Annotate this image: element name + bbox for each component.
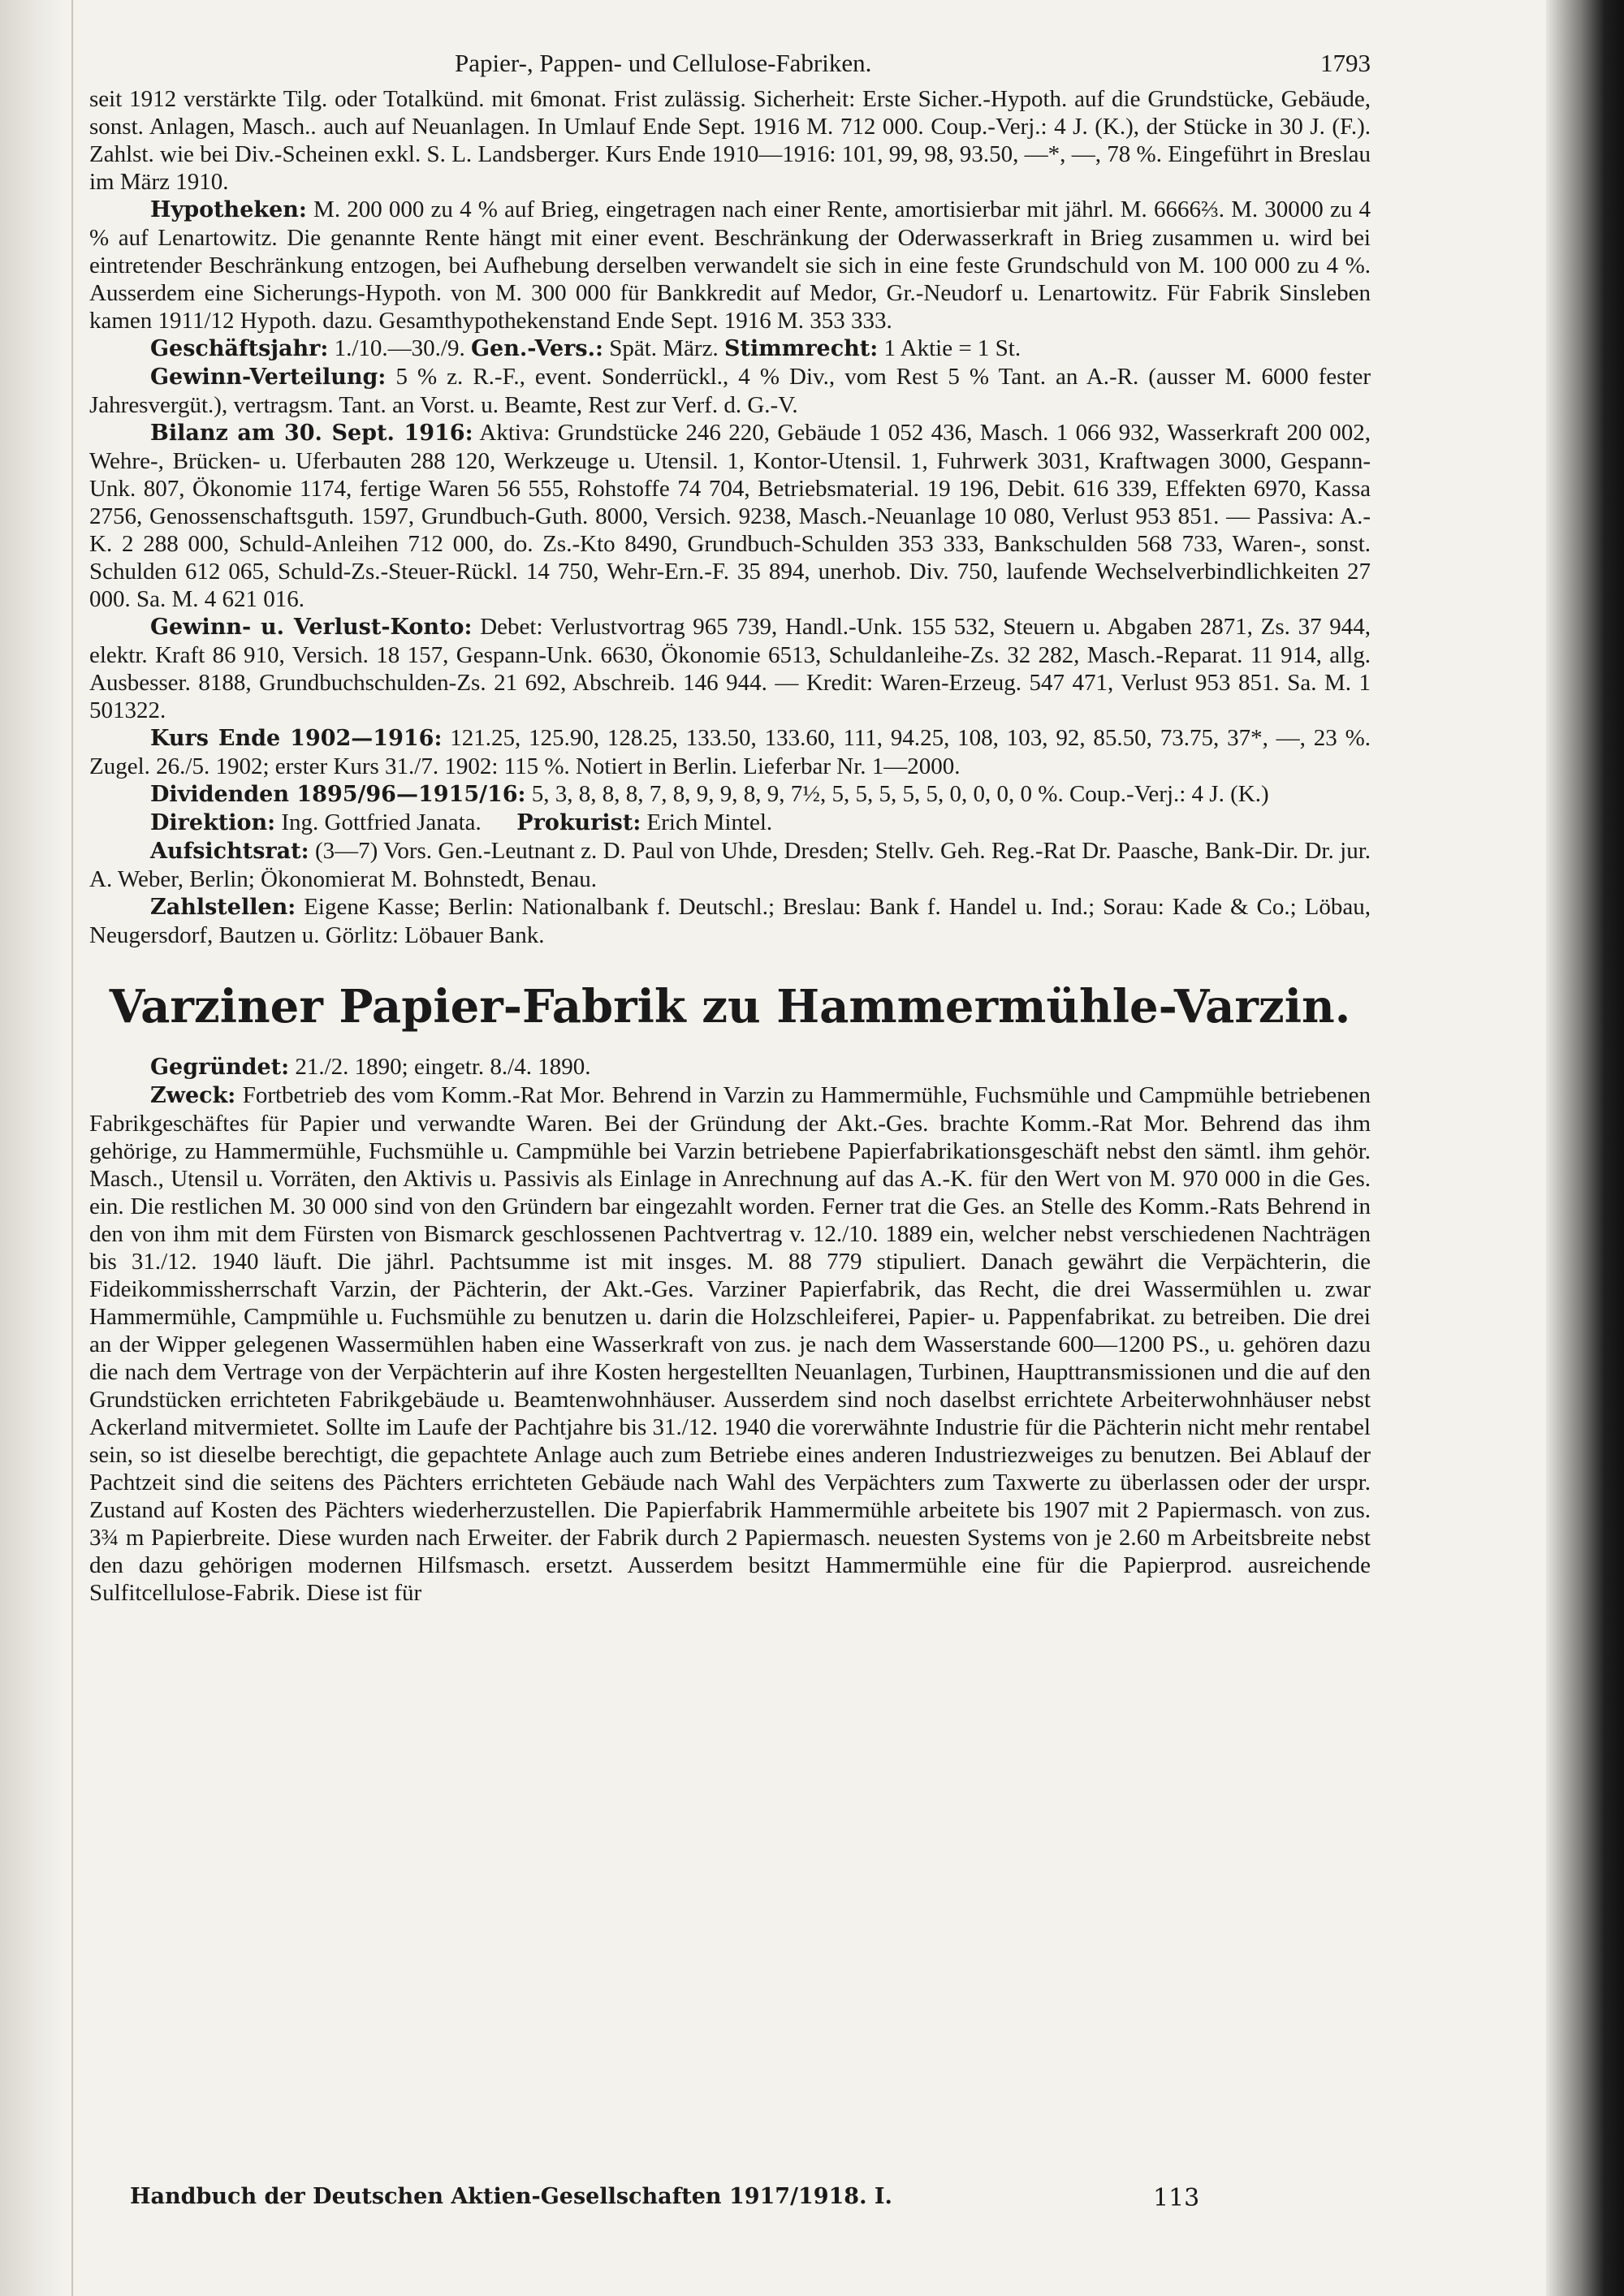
- label-aufsichtsrat: Aufsichtsrat:: [150, 839, 309, 864]
- label-bilanz: Bilanz am 30. Sept. 1916:: [150, 421, 473, 446]
- section-zahlstellen: [89, 893, 1371, 949]
- text-bilanz: Aktiva: Grundstücke 246 220, Gebäude 1 052 436, Masch. 1 066 932, Wasserkraft 200 002, Wehre-, Brücken- u. Uferbauten 288 120, Werkzeuge u. Utensil. 1, Kontor-Utensil. 1, Fuhrwerk 3031, Kraftwagen 3000, Gespann-Unk. 807, Ökonomie 1174, fertige Waren 56 555, Rohstoffe 74 704, Betriebsmaterial. 19 196, Debit. 616 339, Effekten 6970, Kassa 2756, Genossenschaftsguth. 1597, Grundbuch-Guth. 8000, Versich. 9238, Masch.-Neuanlage 10 080, Verlust 953 851. — Passiva: A.-K. 2 288 000, Schuld-Anleihen 712 000, do. Zs.-Kto 8490, Grundbuch-Schulden 353 333, Bankschulden 568 733, Waren-, sonst. Schulden 612 065, Schuld-Zs.-Steuer-Rückl. 14 750, Wehr-Ern.-F. 35 894, unerhob. Div. 750, laufende Wechselverbindlichkeiten 27 000. Sa. M. 4 621 016.: [89, 420, 1371, 612]
- section-kurs: [89, 724, 1371, 780]
- prev-company-intro: seit 1912 verstärkte Tilg. oder Totalkünd. mit 6monat. Frist zulässig. Sicherheit: Erste Sicher.-Hypoth. auf die Grundstücke, Gebäude, sonst. Anlagen, Masch.. auch auf Neuanlagen. In Umlauf Ende Sept. 1916 M. 712 000. Coup.-Verj.: 4 J. (K.), der Stücke in 30 J. (F.). Zahlst. wie bei Div.-Scheinen exkl. S. L. Landsberger. Kurs Ende 1910—1916: 101, 99, 98, 93.50, —*, —, 78 %. Eingeführt in Breslau im März 1910.: [89, 86, 1371, 195]
- label-hypotheken: Hypotheken:: [150, 197, 307, 222]
- label-geschaeftsjahr: Geschäftsjahr:: [150, 336, 329, 361]
- section-geschaeftsjahr: [89, 334, 1371, 363]
- text-gegruendet: 21./2. 1890; eingetr. 8./4. 1890.: [295, 1054, 591, 1080]
- running-head: [89, 45, 1371, 85]
- label-prokurist: Prokurist:: [516, 810, 641, 835]
- text-hypotheken: M. 200 000 zu 4 % auf Brieg, eingetragen nach einer Rente, amortisierbar mit jährl. M. 6666⅔. M. 30000 zu 4 % auf Lenartowitz. Die genannte Rente hängt mit einer event. Beschränkung der Oderwasserkraft in Brieg zusammen u. wird bei eintretender Beschränkung entzogen, bei Aufhebung derselben verwandelt sie sich in eine feste Grundschuld von M. 100 000 zu 4 %. Ausserdem eine Sicherungs-Hypoth. von M. 300 000 für Bankkredit auf Medor, Gr.-Neudorf u. Lenartowitz. Für Fabrik Sinsleben kamen 1911/12 Hypoth. dazu. Gesamthypothekenstand Ende Sept. 1916 M. 353 333.: [89, 196, 1371, 334]
- page-left-edge: [0, 0, 65, 2296]
- section-gv-konto: [89, 613, 1371, 724]
- label-gv-konto: Gewinn- u. Verlust-Konto:: [150, 615, 473, 640]
- section-dividenden: [89, 780, 1371, 809]
- label-direktion: Direktion:: [150, 810, 276, 835]
- page-content: [89, 45, 1371, 1607]
- label-stimmrecht: Stimmrecht:: [723, 336, 879, 361]
- label-gegruendet: Gegründet:: [150, 1055, 290, 1080]
- company-title: Varziner Papier-Fabrik zu Hammermühle-Varzin.: [109, 980, 1351, 1034]
- text-dividenden: 5, 3, 8, 8, 8, 7, 8, 9, 9, 8, 9, 7½, 5, 5, 5, 5, 5, 0, 0, 0, 0 %. Coup.-Verj.: 4 J. (K.): [531, 781, 1269, 807]
- text-stimmrecht: 1 Aktie = 1 St.: [883, 335, 1021, 361]
- text-gewinn-verteilung: 5 % z. R.-F., event. Sonderrückl., 4 % Div., vom Rest 5 % Tant. an A.-R. (ausser M. 6000 fester Jahresvergüt.), vertragsm. Tant. an Vorst. u. Beamte, Rest zur Verf. d. G.-V.: [89, 364, 1371, 418]
- section-hypotheken: [89, 196, 1371, 334]
- gutter-line: [71, 0, 73, 2296]
- text-zweck: Fortbetrieb des vom Komm.-Rat Mor. Behrend in Varzin zu Hammermühle, Fuchsmühle und Campmühle betriebenen Fabrikgeschäftes für Papier und verwandte Waren. Bei der Gründung der Akt.-Ges. brachte Komm.-Rat Mor. Behrend das ihm gehörige, zu Hammermühle, Fuchsmühle u. Campmühle bei Varzin betriebene Papierfabrikationsgeschäft nebst den sämtl. ihm gehör. Masch., Utensil u. Vorräten, den Aktivis u. Passivis als Einlage in Anrechnung auf das A.-K. für den Wert von M. 970 000 in die Ges. ein. Die restlichen M. 30 000 sind von den Gründern bar eingezahlt worden. Ferner trat die Ges. an Stelle des Komm.-Rats Behrend in den von ihm mit dem Fürsten von Bismarck geschlossenen Pachtvertrag v. 12./10. 1889 ein, welcher nebst verschiedenen Nachträgen bis 31./12. 1940 läuft. Die jährl. Pachtsumme ist mit insges. M. 88 779 stipuliert. Danach gewährt die Verpächterin, die Fideikommissherrschaft Varzin, der Pächterin, der Akt.-Ges. Varziner Papierfabrik, das Recht, die drei Wassermühlen u. zwar Hammermühle, Campmühle u. Fuchsmühle zu benutzen u. darin die Holzschleiferei, Papier- u. Pappenfabrikat. zu betreiben. Die drei an der Wipper gelegenen Wassermühlen haben eine Wasserkraft von zus. je nach dem Wasserstande 600—1200 PS., u. gehören dazu die nach dem Vertrage von der Verpächterin auf ihre Kosten hergestellten Neuanlagen, Turbinen, Haupttransmissionen und die auf den Grundstücken errichteten Fabrikgebäude u. Beamtenwohnhäuser. Ausserdem sind noch daselbst errichtete Arbeiterwohnhäuser nebst Ackerland mitvermietet. Sollte im Laufe der Pachtjahre bis 31./12. 1940 die vorerwähnte Industrie für die Pächterin nicht mehr rentabel sein, so ist dieselbe berechtigt, die gepachtete Anlage auch zum Betriebe eines anderen Industriezweiges zu benutzen. Bei Ablauf der Pachtzeit sind die seitens des Pächters errichteten Gebäude nach Wahl des Verpächters zum Taxwerte zu überlassen oder der urspr. Zustand auf Kosten des Pächters wiederherzustellen. Die Papierfabrik Hammermühle arbeitete bis 1907 mit 2 Papiermasch. von zus. 3¾ m Papierbreite. Diese wurden nach Erweiter. der Fabrik durch 2 Papiermasch. neuesten Systems von je 2.60 m Arbeitsbreite nebst den dazu gehörigen modernen Hilfsmasch. ersetzt. Ausserdem besitzt Hammermühle eine für die Papierprod. ausreichende Sulfitcellulose-Fabrik. Diese ist für: [89, 1082, 1371, 1606]
- text-gen-vers: Spät. März.: [609, 335, 719, 361]
- footer-number: 113: [1153, 2184, 1200, 2212]
- text-geschaeftsjahr: 1./10.—30./9.: [334, 335, 465, 361]
- text-prokurist: Erich Mintel.: [646, 809, 773, 835]
- label-zweck: Zweck:: [150, 1083, 236, 1108]
- text-zahlstellen: Eigene Kasse; Berlin: Nationalbank f. Deutschl.; Breslau: Bank f. Handel u. Ind.; Sorau: Kade & Co.; Löbau, Neugersdorf, Bautzen u. Görlitz: Löbauer Bank.: [89, 894, 1371, 948]
- section-gegruendet: [89, 1053, 1371, 1081]
- page-number: 1793: [1320, 49, 1371, 77]
- running-head-title: Papier-, Pappen- und Cellulose-Fabriken.: [455, 49, 872, 77]
- section-aufsichtsrat: [89, 837, 1371, 893]
- page-right-edge-shadow: [1546, 0, 1624, 2296]
- text-direktion: Ing. Gottfried Janata.: [281, 809, 482, 835]
- section-zweck: [89, 1081, 1371, 1607]
- page-footer: [130, 2184, 1372, 2212]
- label-gen-vers: Gen.-Vers.:: [471, 336, 603, 361]
- label-dividenden: Dividenden 1895/96—1915/16:: [150, 782, 526, 807]
- label-zahlstellen: Zahlstellen:: [150, 895, 296, 920]
- section-bilanz: [89, 419, 1371, 613]
- text-gv-konto: Debet: Verlustvortrag 965 739, Handl.-Unk. 155 532, Steuern u. Abgaben 2871, Zs. 37 944, elektr. Kraft 86 910, Versich. 18 157, Gespann-Unk. 6630, Ökonomie 6513, Schuldanleihe-Zs. 32 282, Masch.-Reparat. 11 914, allg. Ausbesser. 8188, Grundbuchschulden-Zs. 21 692, Abschreib. 146 944. — Kredit: Waren-Erzeug. 547 471, Verlust 953 851. Sa. M. 1 501322.: [89, 614, 1371, 723]
- footer-text: Handbuch der Deutschen Aktien-Gesellschaften 1917/1918. I.: [130, 2184, 892, 2209]
- text-kurs: 121.25, 125.90, 128.25, 133.50, 133.60, 111, 94.25, 108, 103, 92, 85.50, 73.75, 37*, —, 23 %. Zugel. 26./5. 1902; erster Kurs 31./7. 1902: 115 %. Notiert in Berlin. Lieferbar Nr. 1—2000.: [89, 725, 1371, 779]
- label-gewinn-verteilung: Gewinn-Verteilung:: [150, 365, 387, 390]
- label-kurs: Kurs Ende 1902—1916:: [150, 726, 443, 751]
- text-aufsichtsrat: (3—7) Vors. Gen.-Leutnant z. D. Paul von Uhde, Dresden; Stellv. Geh. Reg.-Rat Dr. Paasche, Bank-Dir. Dr. jur. A. Weber, Berlin; Ökonomierat M. Bohnstedt, Benau.: [89, 838, 1371, 892]
- section-gewinn-verteilung: [89, 363, 1371, 419]
- section-direktion: [89, 809, 1371, 837]
